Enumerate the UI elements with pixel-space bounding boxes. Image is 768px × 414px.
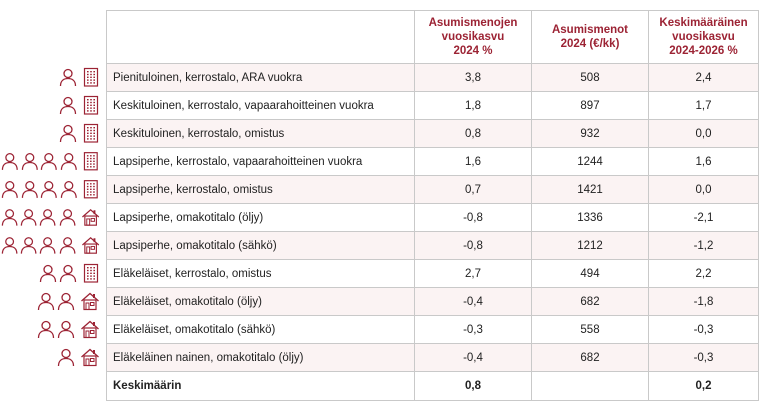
household-label: Pienituloinen, kerrostalo, ARA vuokra <box>107 64 415 92</box>
person-icon <box>39 179 59 199</box>
household-label: Lapsiperhe, kerrostalo, omistus <box>107 176 415 204</box>
total-row <box>107 372 759 401</box>
household-label: Eläkeläiset, kerrostalo, omistus <box>107 260 415 288</box>
household-icon-group <box>0 231 104 259</box>
person-icon <box>58 123 78 143</box>
person-icon <box>0 207 19 227</box>
avg-growth-cell: -1,2 <box>649 232 759 260</box>
household-icon-group <box>0 315 104 343</box>
house-icon <box>80 319 100 339</box>
table-row <box>107 92 759 120</box>
household-icon-group <box>0 147 104 175</box>
header-household <box>107 11 415 64</box>
person-icon <box>39 151 59 171</box>
household-icons-column <box>0 63 104 371</box>
growth-2024-cell: -0,8 <box>415 232 532 260</box>
person-icon <box>36 319 56 339</box>
avg-growth-cell: -0,3 <box>649 344 759 372</box>
person-icon <box>56 291 76 311</box>
avg-growth-cell: -1,8 <box>649 288 759 316</box>
table-row <box>107 316 759 344</box>
person-icon <box>38 263 58 283</box>
person-icon <box>59 151 79 171</box>
avg-growth-cell: -2,1 <box>649 204 759 232</box>
table-row <box>107 288 759 316</box>
person-icon <box>20 179 40 199</box>
person-icon <box>56 319 76 339</box>
cost-2024-cell: 494 <box>532 260 649 288</box>
housing-costs-table <box>106 10 759 401</box>
apartment-building-icon <box>82 95 100 115</box>
cost-2024-cell: 1212 <box>532 232 649 260</box>
household-label: Eläkeläiset, omakotitalo (sähkö) <box>107 316 415 344</box>
growth-2024-cell: 0,7 <box>415 176 532 204</box>
growth-2024-cell: -0,4 <box>415 288 532 316</box>
total-avg-growth: 0,2 <box>649 372 759 401</box>
cost-2024-cell: 508 <box>532 64 649 92</box>
person-icon <box>58 95 78 115</box>
table-row <box>107 120 759 148</box>
person-icon <box>20 151 40 171</box>
growth-2024-cell: -0,8 <box>415 204 532 232</box>
growth-2024-cell: 3,8 <box>415 64 532 92</box>
avg-growth-cell: 2,4 <box>649 64 759 92</box>
avg-growth-cell: 2,2 <box>649 260 759 288</box>
table-row <box>107 232 759 260</box>
growth-2024-cell: 2,7 <box>415 260 532 288</box>
person-icon <box>0 179 20 199</box>
apartment-building-icon <box>82 263 100 283</box>
household-label: Lapsiperhe, omakotitalo (öljy) <box>107 204 415 232</box>
household-label: Eläkeläinen nainen, omakotitalo (öljy) <box>107 344 415 372</box>
household-icon-group <box>0 63 104 91</box>
apartment-building-icon <box>82 179 100 199</box>
table-row <box>107 260 759 288</box>
avg-growth-cell: 0,0 <box>649 176 759 204</box>
total-cost-2024 <box>532 372 649 401</box>
cost-2024-cell: 932 <box>532 120 649 148</box>
household-label: Eläkeläiset, omakotitalo (öljy) <box>107 288 415 316</box>
household-icon-group <box>0 259 104 287</box>
household-icon-group <box>0 175 104 203</box>
household-icon-group <box>0 287 104 315</box>
person-icon <box>58 67 78 87</box>
person-icon <box>0 235 19 255</box>
apartment-building-icon <box>82 123 100 143</box>
household-label: Keskituloinen, kerrostalo, vapaarahoitteinen vuokra <box>107 92 415 120</box>
person-icon <box>59 179 79 199</box>
cost-2024-cell: 558 <box>532 316 649 344</box>
person-icon <box>38 235 57 255</box>
total-label: Keskimäärin <box>107 372 415 401</box>
house-icon <box>80 291 100 311</box>
apartment-building-icon <box>82 67 100 87</box>
growth-2024-cell: -0,4 <box>415 344 532 372</box>
avg-growth-cell: -0,3 <box>649 316 759 344</box>
header-cost-2024: Asumismenot 2024 (€/kk) <box>532 11 649 64</box>
table-row <box>107 204 759 232</box>
household-icon-group <box>0 119 104 147</box>
avg-growth-cell: 1,7 <box>649 92 759 120</box>
table-row <box>107 176 759 204</box>
cost-2024-cell: 897 <box>532 92 649 120</box>
person-icon <box>58 235 77 255</box>
cost-2024-cell: 682 <box>532 288 649 316</box>
person-icon <box>58 207 77 227</box>
household-label: Lapsiperhe, kerrostalo, vapaarahoitteinen vuokra <box>107 148 415 176</box>
growth-2024-cell: -0,3 <box>415 316 532 344</box>
table-row <box>107 344 759 372</box>
household-icon-group <box>0 203 104 231</box>
household-label: Keskituloinen, kerrostalo, omistus <box>107 120 415 148</box>
header-row <box>107 11 759 64</box>
person-icon <box>19 207 38 227</box>
person-icon <box>58 263 78 283</box>
cost-2024-cell: 682 <box>532 344 649 372</box>
person-icon <box>0 151 20 171</box>
household-icon-group <box>0 343 104 371</box>
growth-2024-cell: 1,6 <box>415 148 532 176</box>
apartment-building-icon <box>82 151 100 171</box>
growth-2024-cell: 0,8 <box>415 120 532 148</box>
person-icon <box>38 207 57 227</box>
avg-growth-cell: 1,6 <box>649 148 759 176</box>
header-avg-growth: Keskimääräinen vuosikasvu 2024-2026 % <box>649 11 759 64</box>
cost-2024-cell: 1336 <box>532 204 649 232</box>
person-icon <box>19 235 38 255</box>
house-icon <box>81 235 100 255</box>
cost-2024-cell: 1244 <box>532 148 649 176</box>
table-row <box>107 64 759 92</box>
table-row <box>107 148 759 176</box>
growth-2024-cell: 1,8 <box>415 92 532 120</box>
house-icon <box>81 207 100 227</box>
person-icon <box>36 291 56 311</box>
cost-2024-cell: 1421 <box>532 176 649 204</box>
household-label: Lapsiperhe, omakotitalo (sähkö) <box>107 232 415 260</box>
avg-growth-cell: 0,0 <box>649 120 759 148</box>
person-icon <box>56 347 76 367</box>
total-growth-2024: 0,8 <box>415 372 532 401</box>
household-icon-group <box>0 91 104 119</box>
header-growth-2024: Asumismenojen vuosikasvu 2024 % <box>415 11 532 64</box>
house-icon <box>80 347 100 367</box>
